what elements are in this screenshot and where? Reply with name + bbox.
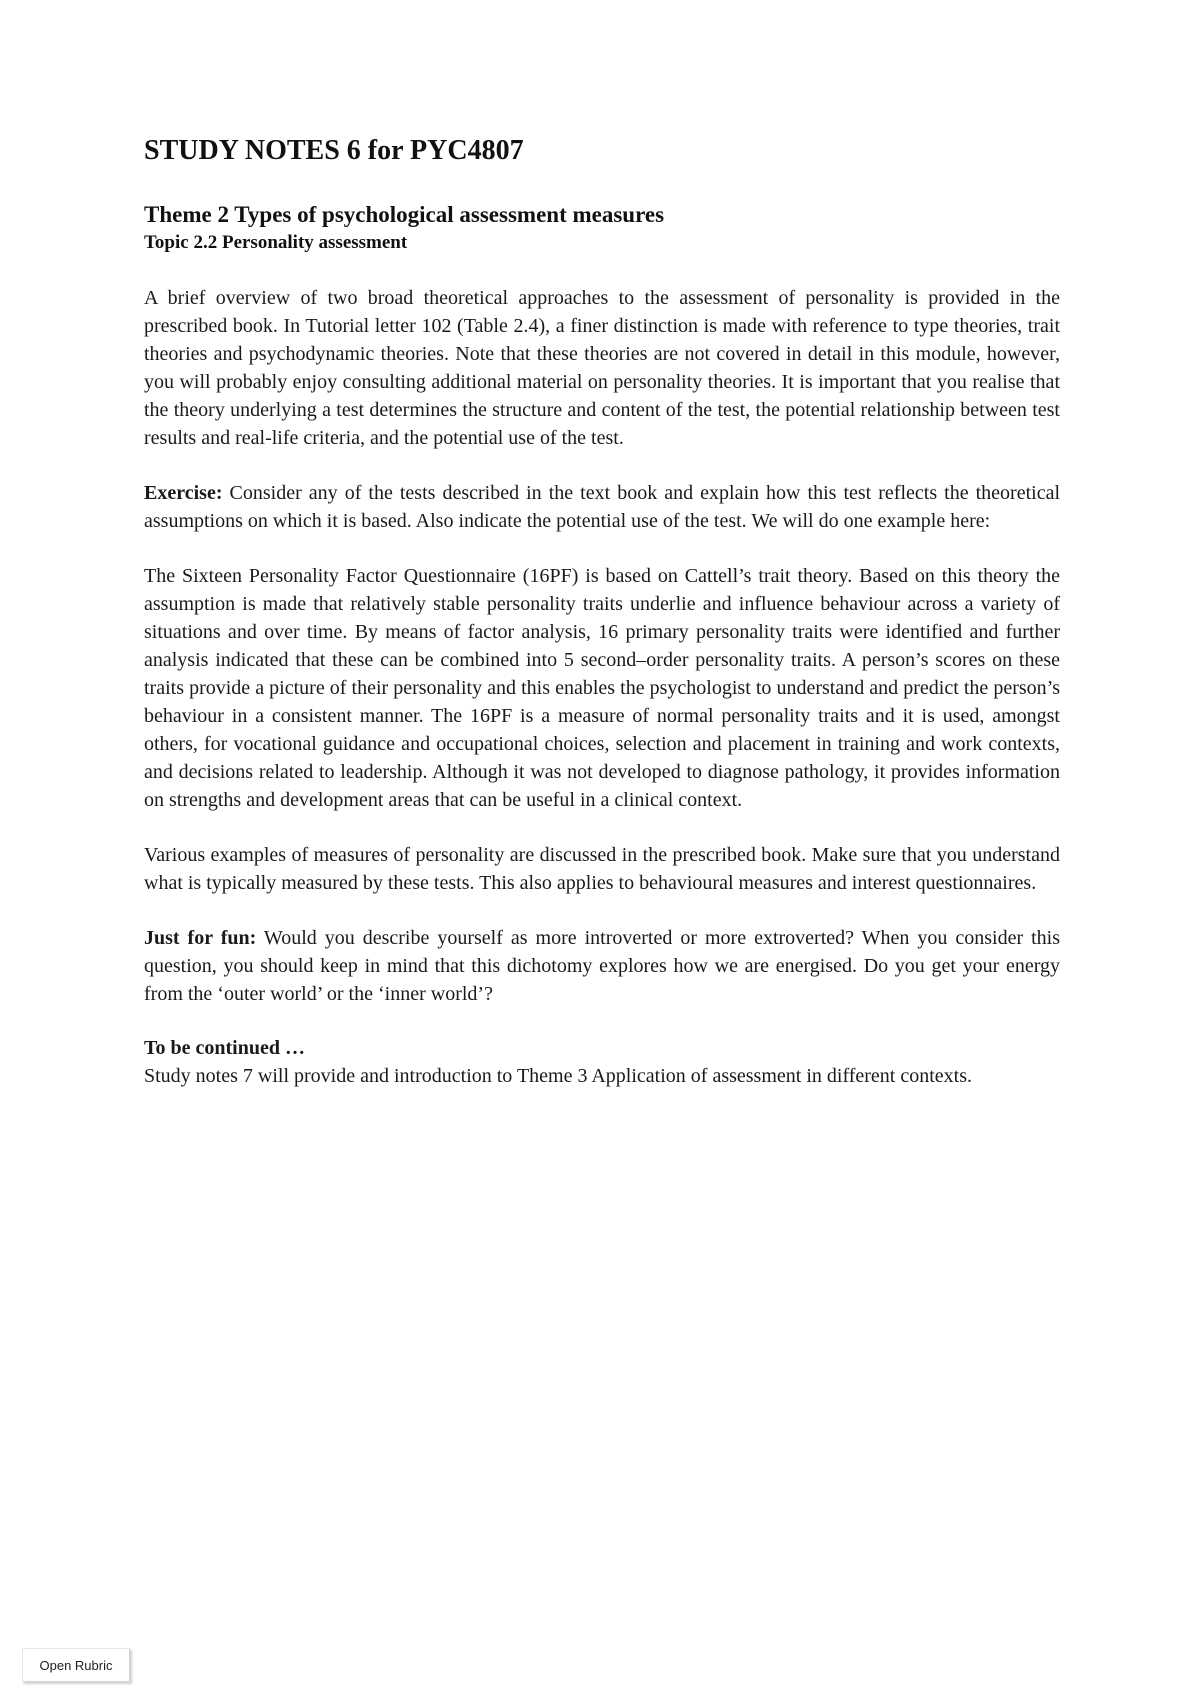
fun-label: Just for fun: bbox=[144, 927, 257, 949]
exercise-label: Exercise: bbox=[144, 482, 223, 504]
document-title: STUDY NOTES 6 for PYC4807 bbox=[144, 135, 524, 166]
theme-heading: Theme 2 Types of psychological assessment measures bbox=[144, 202, 665, 227]
topic-heading: Topic 2.2 Personality assessment bbox=[144, 232, 408, 253]
fun-text: Would you describe yourself as more introverted or more extroverted? When you consider this question, you should keep in mind that this dichotomy explores how we are energised. Do you get your energy from the ‘outer world’ or the ‘inner world’? bbox=[144, 927, 1061, 1005]
document-page bbox=[144, 132, 1060, 1090]
continued-text: Study notes 7 will provide and introduction to Theme 3 Application of assessment in different contexts. bbox=[144, 1065, 973, 1087]
open-rubric-button[interactable]: Open Rubric bbox=[22, 1648, 130, 1682]
sixteen-pf-paragraph: The Sixteen Personality Factor Questionnaire (16PF) is based on Cattell’s trait theory. Based on this theory the assumption is made that relatively stable personality traits underlie and influence behaviour across a variety of situations and over time. By means of factor analysis, 16 primary personality traits were identified and further analysis indicated that these can be combined into 5 second–order personality traits. A person’s scores on these traits provide a picture of their personality and this enables the psychologist to understand and predict the person’s behaviour in a consistent manner. The 16PF is a measure of normal personality traits and it is used, amongst others, for vocational guidance and occupational choices, selection and placement in training and work contexts, and decisions related to leadership. Although it was not developed to diagnose pathology, it provides information on strengths and development areas that can be useful in a clinical context. bbox=[144, 565, 1060, 811]
exercise-paragraph bbox=[144, 479, 1060, 535]
exercise-text: Consider any of the tests described in the text book and explain how this test reflects the theoretical assumptions on which it is based. Also indicate the potential use of the test. We will do one example here: bbox=[144, 482, 1060, 532]
examples-paragraph: Various examples of measures of personality are discussed in the prescribed book. Make sure that you understand what is typically measured by these tests. This also applies to behavioural measures and interest questionnaires. bbox=[144, 844, 1060, 894]
fun-paragraph bbox=[144, 924, 1060, 1008]
intro-paragraph: A brief overview of two broad theoretical approaches to the assessment of personality is provided in the prescribed book. In Tutorial letter 102 (Table 2.4), a finer distinction is made with reference to type theories, trait theories and psychodynamic theories. Note that these theories are not covered in detail in this module, however, you will probably enjoy consulting additional material on personality theories. It is important that you realise that the theory underlying a test determines the structure and content of the test, the potential relationship between test results and real-life criteria, and the potential use of the test. bbox=[144, 287, 1060, 449]
continued-heading: To be continued … bbox=[144, 1037, 305, 1059]
